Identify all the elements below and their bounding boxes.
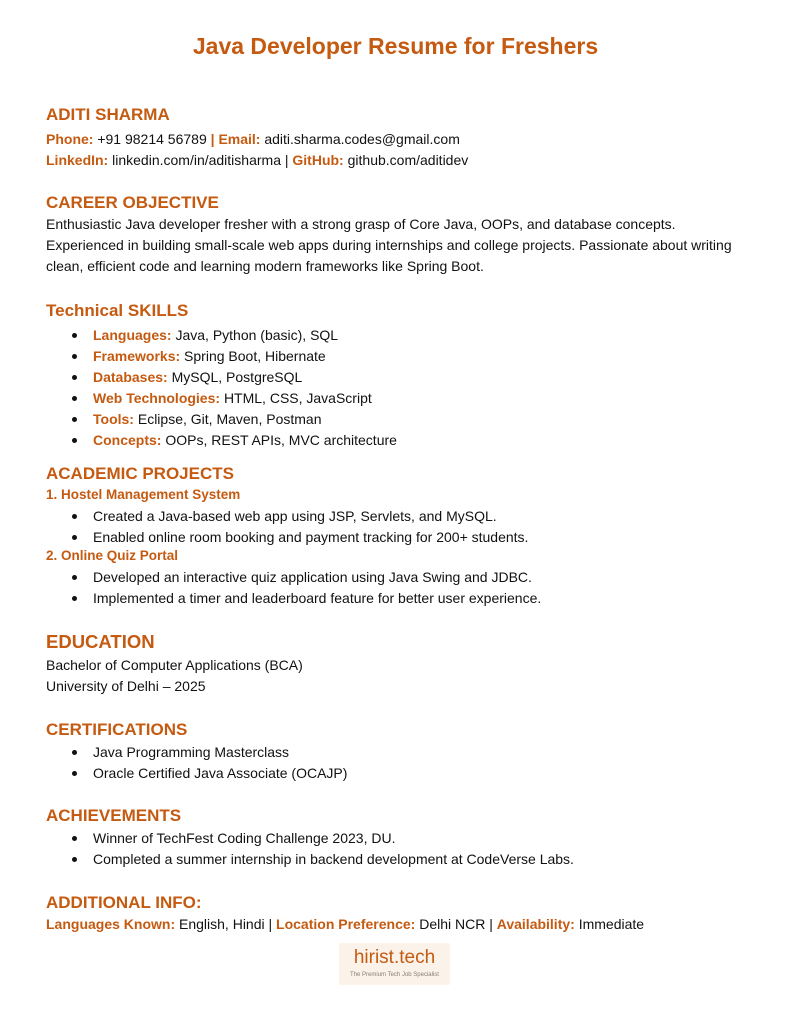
- project-points: [46, 506, 528, 548]
- projects-heading: ACADEMIC PROJECTS: [46, 464, 234, 483]
- skill-value: Java, Python (basic), SQL: [175, 327, 339, 343]
- achievements-heading: ACHIEVEMENTS: [46, 806, 182, 825]
- list-item: Oracle Certified Java Associate (OCAJP): [46, 763, 347, 784]
- list-item: Winner of TechFest Coding Challenge 2023, DU.: [46, 828, 574, 849]
- linkedin-value: linkedin.com/in/aditisharma: [112, 152, 281, 168]
- email-value: aditi.sharma.codes@gmail.com: [264, 131, 460, 147]
- page-title: Java Developer Resume for Freshers: [192, 33, 599, 59]
- logo-text: hirist.tech: [353, 947, 436, 968]
- email-label: Email:: [218, 131, 261, 147]
- list-item: Created a Java-based web app using JSP, Servlets, and MySQL.: [46, 506, 528, 527]
- certifications-list: [46, 742, 347, 784]
- project-title: 2. Online Quiz Portal: [46, 548, 179, 563]
- info-separator: |: [268, 916, 273, 932]
- availability-label: Availability:: [496, 916, 575, 932]
- skill-item: [46, 325, 397, 346]
- skill-item: [46, 430, 397, 451]
- github-label: GitHub:: [292, 152, 344, 168]
- skills-heading: Technical SKILLS: [46, 301, 189, 320]
- hirist-tech-logo: [339, 943, 450, 985]
- skill-value: HTML, CSS, JavaScript: [223, 390, 372, 406]
- languages-value: English, Hindi: [179, 916, 265, 932]
- skill-value: Spring Boot, Hibernate: [184, 348, 326, 364]
- project-title: 1. Hostel Management System: [46, 487, 241, 502]
- skill-label: Web Technologies:: [93, 390, 221, 406]
- list-item: Completed a summer internship in backend development at CodeVerse Labs.: [46, 849, 574, 870]
- contact-separator: |: [284, 152, 289, 168]
- skill-label: Languages:: [93, 327, 172, 343]
- education-university: University of Delhi – 2025: [46, 678, 206, 694]
- skills-list: [46, 325, 397, 451]
- skill-value: MySQL, PostgreSQL: [171, 369, 303, 385]
- objective-text: Enthusiastic Java developer fresher with a strong grasp of Core Java, OOPs, and database concepts. Experienced in building small-scale web apps during internships and college projects. Passionate about writing clean, efficient code and learning modern frameworks like Spring Boot.: [46, 216, 732, 274]
- skill-label: Concepts:: [93, 432, 162, 448]
- objective-heading: CAREER OBJECTIVE: [46, 193, 219, 212]
- list-item: Java Programming Masterclass: [46, 742, 347, 763]
- skill-item: [46, 346, 397, 367]
- list-item: Implemented a timer and leaderboard feature for better user experience.: [46, 588, 541, 609]
- languages-label: Languages Known:: [46, 916, 176, 932]
- github-value: github.com/aditidev: [347, 152, 469, 168]
- skill-value: OOPs, REST APIs, MVC architecture: [165, 432, 397, 448]
- certifications-heading: CERTIFICATIONS: [46, 720, 188, 739]
- info-separator: |: [489, 916, 493, 932]
- logo-tagline: The Premium Tech Job Specialist: [350, 972, 439, 978]
- linkedin-label: LinkedIn:: [46, 152, 109, 168]
- phone-value: +91 98214 56789: [97, 131, 207, 147]
- skill-label: Databases:: [93, 369, 168, 385]
- skill-label: Frameworks:: [93, 348, 181, 364]
- education-degree: Bachelor of Computer Applications (BCA): [46, 657, 303, 673]
- contact-line-1: [46, 129, 460, 150]
- skill-value: Eclipse, Git, Maven, Postman: [137, 411, 322, 427]
- skill-label: Tools:: [93, 411, 134, 427]
- candidate-name: ADITI SHARMA: [46, 105, 170, 124]
- achievements-list: [46, 828, 574, 870]
- skill-item: [46, 409, 397, 430]
- project-points: [46, 567, 541, 609]
- additional-heading: ADDITIONAL INFO:: [46, 893, 202, 912]
- skill-item: [46, 367, 397, 388]
- location-value: Delhi NCR: [419, 916, 486, 932]
- phone-label: Phone:: [46, 131, 94, 147]
- list-item: Enabled online room booking and payment tracking for 200+ students.: [46, 527, 528, 548]
- additional-info-line: [46, 914, 644, 935]
- contact-separator: |: [210, 131, 215, 147]
- education-heading: EDUCATION: [46, 631, 155, 652]
- list-item: Developed an interactive quiz application using Java Swing and JDBC.: [46, 567, 541, 588]
- availability-value: Immediate: [578, 916, 645, 932]
- location-label: Location Preference:: [276, 916, 416, 932]
- skill-item: [46, 388, 397, 409]
- contact-line-2: [46, 150, 468, 171]
